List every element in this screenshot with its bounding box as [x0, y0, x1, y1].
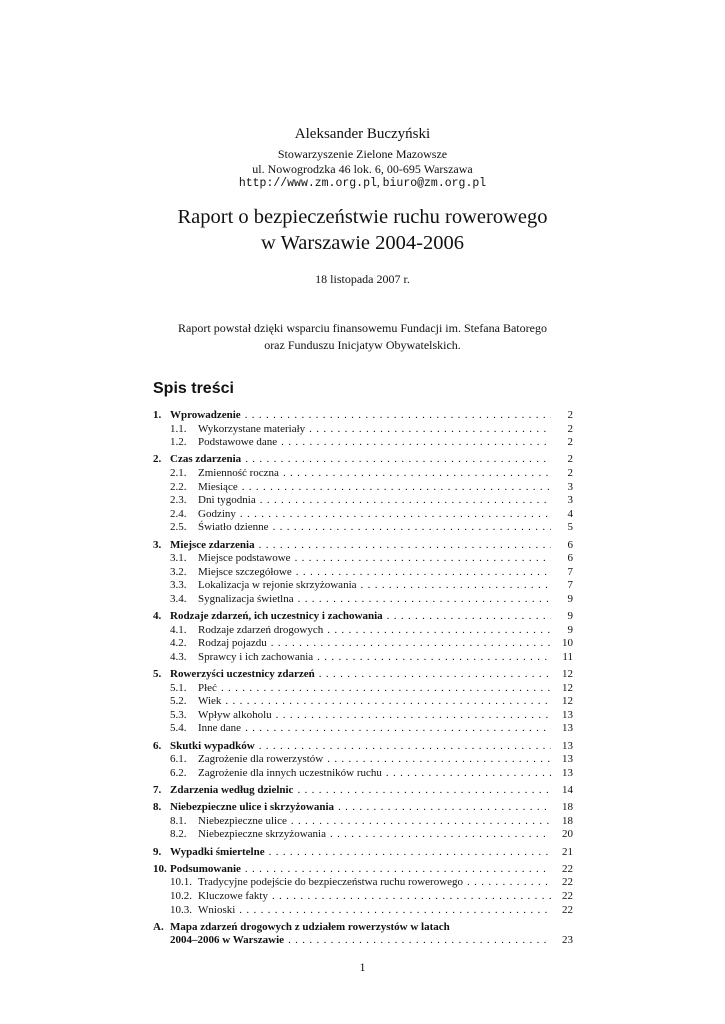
- toc-leader-dots: [225, 695, 551, 707]
- toc-subsection-entry[interactable]: [153, 753, 573, 767]
- toc-page-number: 22: [562, 889, 573, 902]
- toc-subsection-title: Miesiące: [198, 480, 238, 493]
- toc-page-number: 2: [567, 422, 573, 435]
- toc-subsection-title: Wykorzystane materiały: [198, 422, 306, 435]
- toc-leader-dots: [361, 579, 551, 591]
- toc-leader-dots: [239, 904, 551, 916]
- toc-subsection-entry[interactable]: [153, 815, 573, 829]
- toc-section-entry[interactable]: [153, 801, 573, 815]
- toc-section-number: 2.: [153, 453, 162, 466]
- toc-section-entry[interactable]: [153, 863, 573, 877]
- toc-subsection-title: Dni tygodnia: [198, 494, 256, 507]
- toc-page-number: 22: [562, 876, 573, 889]
- toc-subsection-entry[interactable]: [153, 579, 573, 593]
- toc-subsection-title: Sygnalizacja świetlna: [198, 592, 294, 605]
- toc-page-number: 10: [562, 637, 573, 650]
- toc-leader-dots: [260, 494, 551, 506]
- toc-section-number: 7.: [153, 784, 162, 796]
- toc-leader-dots: [245, 409, 551, 421]
- toc-section-title: Podsumowanie: [170, 862, 241, 875]
- toc-subsection-title: Płeć: [198, 681, 217, 694]
- toc-subsection-entry[interactable]: [153, 637, 573, 651]
- toc-subsection-title: Kluczowe fakty: [198, 889, 268, 902]
- toc-page-number: 7: [567, 565, 573, 578]
- toc-subsection-number: 10.1.: [170, 876, 192, 889]
- toc-subsection-title: Rodzaj pojazdu: [198, 637, 267, 650]
- toc-leader-dots: [295, 552, 551, 564]
- toc-subsection-number: 8.2.: [170, 828, 187, 841]
- toc-page-number: 11: [562, 650, 573, 663]
- toc-leader-dots: [283, 467, 551, 479]
- toc-subsection-number: 2.1.: [170, 466, 187, 479]
- toc-section-number: 8.: [153, 801, 162, 814]
- toc-subsection-title: Inne dane: [198, 722, 242, 735]
- acknowledgement-line2: oraz Funduszu Inicjatyw Obywatelskich.: [264, 338, 461, 352]
- toc-section-entry[interactable]: [153, 539, 573, 553]
- toc-page-number: 18: [562, 801, 573, 814]
- toc-leader-dots: [245, 722, 551, 734]
- toc-leader-dots: [296, 566, 551, 578]
- toc-subsection-number: 8.1.: [170, 814, 187, 827]
- toc-appendix-title-line2: 2004–2006 w Warszawie: [170, 934, 285, 947]
- toc-leader-dots: [327, 753, 551, 765]
- toc-leader-dots: [273, 521, 551, 533]
- toc-subsection-title: Niebezpieczne ulice: [198, 814, 287, 827]
- toc-page-number: 18: [562, 814, 573, 827]
- toc-section-title: Czas zdarzenia: [170, 453, 242, 466]
- toc-section-title: Miejsce zdarzenia: [170, 538, 255, 551]
- toc-leader-dots: [338, 801, 551, 813]
- toc-leader-dots: [272, 890, 551, 902]
- toc-subsection-title: Wiek: [198, 695, 222, 708]
- toc-subsection-number: 3.2.: [170, 565, 187, 578]
- toc-subsection-entry[interactable]: [153, 709, 573, 723]
- toc-subsection-entry[interactable]: [153, 423, 573, 437]
- toc-section-number: 4.: [153, 610, 162, 623]
- toc-section-title: Wprowadzenie: [170, 409, 241, 421]
- toc-subsection-entry[interactable]: [153, 876, 573, 890]
- contact-separator: ,: [376, 177, 383, 189]
- toc-page-number: 13: [562, 708, 573, 721]
- toc-subsection-entry[interactable]: [153, 890, 573, 904]
- toc-section-entry[interactable]: [153, 668, 573, 682]
- toc-page-number: 20: [562, 828, 573, 841]
- toc-section-number: 6.: [153, 739, 162, 752]
- toc-subsection-number: 4.3.: [170, 650, 187, 663]
- toc-leader-dots: [291, 815, 551, 827]
- toc-subsection-title: Zmienność roczna: [198, 466, 279, 479]
- report-date: 18 listopada 2007 r.: [315, 272, 410, 286]
- toc-subsection-title: Zagrożenie dla innych uczestników ruchu: [198, 766, 382, 779]
- report-title-line2: w Warszawie 2004-2006: [261, 232, 464, 254]
- toc-leader-dots: [330, 828, 551, 840]
- toc-page-number: 2: [567, 436, 573, 449]
- toc-subsection-number: 5.3.: [170, 708, 187, 721]
- toc-section-number: 5.: [153, 668, 162, 681]
- toc-subsection-entry[interactable]: [153, 722, 573, 736]
- toc-subsection-entry[interactable]: [153, 467, 573, 481]
- toc-leader-dots: [387, 610, 551, 622]
- toc-subsection-entry[interactable]: [153, 508, 573, 522]
- toc-subsection-entry[interactable]: [153, 828, 573, 842]
- toc-subsection-entry[interactable]: [153, 767, 573, 781]
- table-of-contents: [153, 409, 573, 948]
- toc-section-title: Skutki wypadków: [170, 739, 255, 752]
- toc-subsection-number: 5.2.: [170, 695, 187, 708]
- toc-subsection-number: 3.3.: [170, 579, 187, 592]
- toc-subsection-entry[interactable]: [153, 682, 573, 696]
- toc-leader-dots: [269, 846, 551, 858]
- toc-page-number: 9: [567, 592, 573, 605]
- toc-leader-dots: [242, 481, 551, 493]
- toc-page-number: 4: [567, 507, 573, 520]
- toc-subsection-title: Zagrożenie dla rowerzystów: [198, 753, 324, 766]
- toc-section-title: Niebezpieczne ulice i skrzyżowania: [170, 801, 335, 814]
- toc-page-number: 22: [562, 862, 573, 875]
- toc-section-number: 1.: [153, 409, 162, 421]
- toc-appendix-number: A.: [153, 920, 164, 933]
- toc-subsection-title: Miejsce podstawowe: [198, 552, 291, 565]
- contact-line: [0, 177, 725, 190]
- toc-page-number: 23: [562, 934, 573, 947]
- toc-subsection-entry[interactable]: [153, 593, 573, 607]
- toc-page-number: 6: [567, 552, 573, 565]
- toc-subsection-title: Rodzaje zdarzeń drogowych: [198, 623, 324, 636]
- toc-subsection-number: 5.4.: [170, 722, 187, 735]
- toc-leader-dots: [298, 593, 551, 605]
- toc-subsection-number: 3.1.: [170, 552, 187, 565]
- toc-page-number: 13: [562, 766, 573, 779]
- toc-subsection-title: Godziny: [198, 507, 236, 520]
- toc-section-number: 10.: [153, 862, 167, 875]
- toc-subsection-number: 2.5.: [170, 521, 187, 534]
- toc-heading: Spis treści: [153, 380, 234, 397]
- toc-subsection-entry[interactable]: [153, 481, 573, 495]
- toc-subsection-title: Lokalizacja w rejonie skrzyżowania: [198, 579, 357, 592]
- toc-subsection-number: 2.4.: [170, 507, 187, 520]
- toc-appendix-title-line1: Mapa zdarzeń drogowych z udziałem rowerzystów w latach: [170, 920, 450, 933]
- toc-subsection-entry[interactable]: [153, 552, 573, 566]
- toc-page-number: 6: [567, 538, 573, 551]
- toc-leader-dots: [288, 934, 551, 946]
- toc-leader-dots: [276, 709, 551, 721]
- toc-subsection-title: Światło dzienne: [198, 521, 269, 534]
- toc-section-title: Wypadki śmiertelne: [170, 845, 265, 858]
- toc-section-entry[interactable]: [153, 740, 573, 754]
- toc-leader-dots: [386, 767, 551, 779]
- toc-page-number: 13: [562, 722, 573, 735]
- toc-leader-dots: [297, 784, 551, 796]
- toc-subsection-entry[interactable]: [153, 494, 573, 508]
- acknowledgement: [0, 320, 725, 354]
- toc-subsection-number: 10.3.: [170, 903, 192, 916]
- toc-page-number: 13: [562, 753, 573, 766]
- toc-leader-dots: [467, 876, 551, 888]
- toc-leader-dots: [221, 682, 551, 694]
- toc-leader-dots: [245, 863, 551, 875]
- toc-subsection-entry[interactable]: [153, 436, 573, 450]
- toc-subsection-title: Wpływ alkoholu: [198, 708, 272, 721]
- toc-section-entry[interactable]: [153, 453, 573, 467]
- toc-page-number: 3: [567, 494, 573, 507]
- toc-subsection-number: 1.2.: [170, 436, 187, 449]
- toc-subsection-number: 2.2.: [170, 480, 187, 493]
- toc-subsection-title: Sprawcy i ich zachowania: [198, 650, 314, 663]
- toc-subsection-entry[interactable]: [153, 695, 573, 709]
- website-link[interactable]: http://www.zm.org.pl: [238, 177, 377, 190]
- toc-page-number: 2: [567, 466, 573, 479]
- toc-page-number: 2: [567, 409, 573, 421]
- toc-subsection-number: 2.3.: [170, 494, 187, 507]
- toc-subsection-number: 1.1.: [170, 422, 187, 435]
- report-title-line1: Raport o bezpieczeństwie ruchu rowerowego: [177, 206, 548, 228]
- email-link[interactable]: biuro@zm.org.pl: [382, 177, 487, 190]
- toc-section-title: Rodzaje zdarzeń, ich uczestnicy i zachowania: [170, 610, 383, 623]
- toc-subsection-title: Podstawowe dane: [198, 436, 278, 449]
- toc-section-number: 3.: [153, 538, 162, 551]
- toc-subsection-title: Niebezpieczne skrzyżowania: [198, 828, 326, 841]
- toc-subsection-number: 6.1.: [170, 753, 187, 766]
- author-name: Aleksander Buczyński: [294, 126, 431, 142]
- toc-page-number: 7: [567, 579, 573, 592]
- toc-page-number: 12: [562, 668, 573, 681]
- toc-leader-dots: [327, 624, 551, 636]
- toc-leader-dots: [317, 651, 551, 663]
- toc-page-number: 22: [562, 903, 573, 916]
- toc-page-number: 13: [562, 739, 573, 752]
- toc-subsection-entry[interactable]: [153, 651, 573, 665]
- toc-leader-dots: [319, 668, 551, 680]
- page-number: 1: [359, 960, 366, 974]
- toc-page-number: 14: [562, 784, 573, 796]
- toc-appendix-entry[interactable]: [153, 921, 573, 935]
- toc-page-number: 9: [567, 623, 573, 636]
- toc-section-entry[interactable]: [153, 846, 573, 860]
- acknowledgement-line1: Raport powstał dzięki wsparciu finansowemu Fundacji im. Stefana Batorego: [178, 321, 547, 335]
- toc-subsection-title: Tradycyjne podejście do bezpieczeństwa ruchu rowerowego: [198, 876, 464, 889]
- toc-page-number: 12: [562, 681, 573, 694]
- toc-section-entry[interactable]: [153, 784, 573, 798]
- toc-subsection-entry[interactable]: [153, 566, 573, 580]
- toc-subsection-number: 4.2.: [170, 637, 187, 650]
- toc-section-entry[interactable]: [153, 610, 573, 624]
- toc-page-number: 12: [562, 695, 573, 708]
- organization-name: Stowarzyszenie Zielone Mazowsze: [277, 147, 448, 161]
- toc-subsection-number: 6.2.: [170, 766, 187, 779]
- toc-appendix-entry-continued[interactable]: [153, 934, 573, 948]
- toc-leader-dots: [259, 740, 551, 752]
- toc-leader-dots: [240, 508, 551, 520]
- toc-section-entry[interactable]: [153, 409, 573, 423]
- toc-subsection-number: 4.1.: [170, 623, 187, 636]
- report-title: [0, 204, 725, 256]
- toc-leader-dots: [245, 453, 551, 465]
- toc-page-number: 2: [567, 453, 573, 466]
- toc-page-number: 3: [567, 480, 573, 493]
- toc-leader-dots: [259, 539, 551, 551]
- toc-section-title: Rowerzyści uczestnicy zdarzeń: [170, 668, 315, 681]
- address: ul. Nowogrodzka 46 lok. 6, 00-695 Warszawa: [252, 162, 473, 176]
- toc-subsection-number: 3.4.: [170, 592, 187, 605]
- toc-leader-dots: [271, 637, 551, 649]
- toc-subsection-title: Miejsce szczegółowe: [198, 565, 292, 578]
- toc-leader-dots: [309, 423, 551, 435]
- toc-section-title: Zdarzenia według dzielnic: [170, 784, 294, 796]
- toc-subsection-title: Wnioski: [198, 903, 236, 916]
- toc-page-number: 9: [567, 610, 573, 623]
- toc-leader-dots: [281, 436, 551, 448]
- toc-subsection-number: 10.2.: [170, 889, 192, 902]
- toc-subsection-entry[interactable]: [153, 904, 573, 918]
- toc-page-number: 21: [562, 845, 573, 858]
- toc-section-number: 9.: [153, 845, 162, 858]
- toc-page-number: 5: [567, 521, 573, 534]
- toc-subsection-entry[interactable]: [153, 624, 573, 638]
- toc-subsection-entry[interactable]: [153, 521, 573, 535]
- toc-subsection-number: 5.1.: [170, 681, 187, 694]
